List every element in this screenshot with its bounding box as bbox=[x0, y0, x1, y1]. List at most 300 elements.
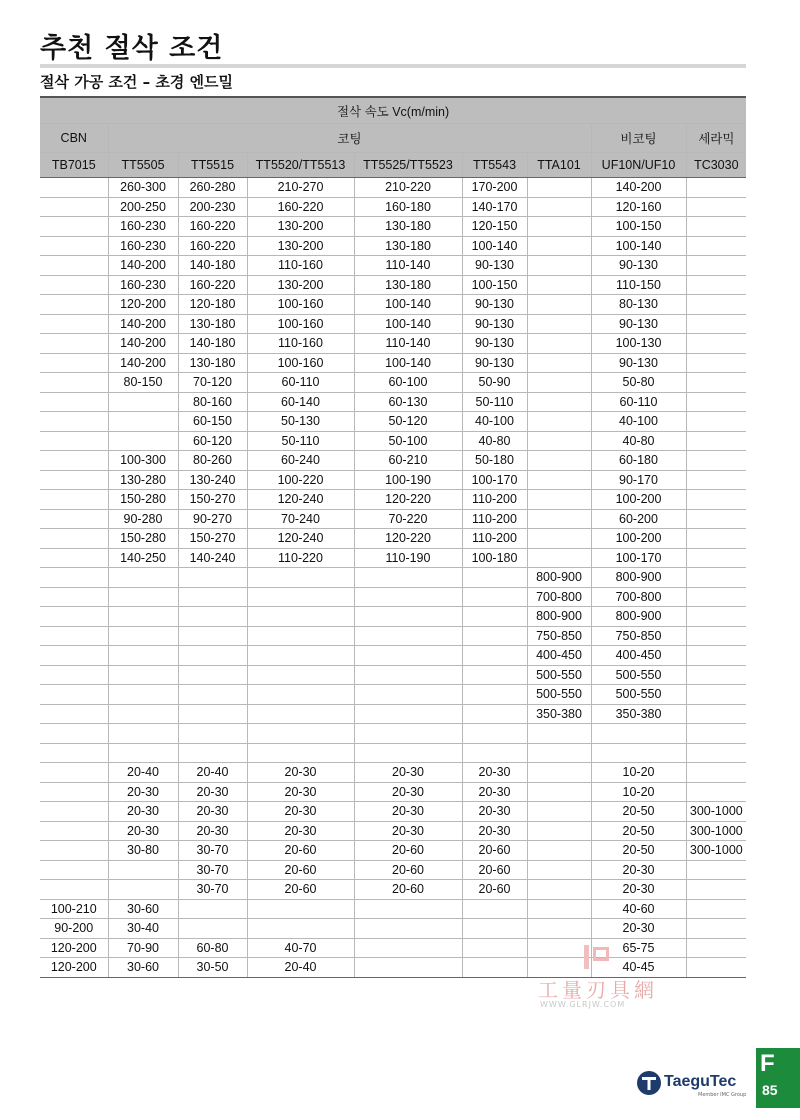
table-cell: 60-110 bbox=[591, 392, 686, 412]
table-cell bbox=[247, 646, 354, 666]
table-cell: 100-300 bbox=[108, 451, 178, 471]
table-cell bbox=[462, 743, 527, 763]
brand-subtitle: Member IMC Group bbox=[698, 1092, 747, 1098]
table-cell bbox=[40, 217, 108, 237]
table-row bbox=[40, 490, 746, 510]
table-cell: 140-200 bbox=[108, 353, 178, 373]
table-cell: 500-550 bbox=[591, 685, 686, 705]
table-cell bbox=[178, 587, 247, 607]
table-cell bbox=[178, 899, 247, 919]
table-cell: 750-850 bbox=[591, 626, 686, 646]
table-cell: 20-60 bbox=[354, 860, 462, 880]
table-cell bbox=[40, 665, 108, 685]
table-cell: 150-280 bbox=[108, 529, 178, 549]
table-cell: 60-150 bbox=[178, 412, 247, 432]
table-cell bbox=[247, 665, 354, 685]
table-cell bbox=[686, 685, 746, 705]
table-row bbox=[40, 529, 746, 549]
table-cell bbox=[462, 587, 527, 607]
table-cell bbox=[178, 704, 247, 724]
table-cell: 20-40 bbox=[108, 763, 178, 783]
table-cell bbox=[40, 685, 108, 705]
table-cell: 110-200 bbox=[462, 529, 527, 549]
table-cell bbox=[527, 802, 591, 822]
table-cell: 30-70 bbox=[178, 841, 247, 861]
table-cell bbox=[40, 841, 108, 861]
cutting-conditions-table bbox=[40, 96, 746, 978]
table-cell bbox=[354, 724, 462, 744]
table-cell: 800-900 bbox=[591, 607, 686, 627]
table-cell bbox=[527, 724, 591, 744]
table-cell bbox=[686, 275, 746, 295]
table-cell bbox=[591, 724, 686, 744]
table-cell bbox=[108, 587, 178, 607]
table-cell: 60-130 bbox=[354, 392, 462, 412]
table-row bbox=[40, 353, 746, 373]
table-cell bbox=[462, 568, 527, 588]
table-cell: 30-60 bbox=[108, 958, 178, 978]
table-cell: 100-200 bbox=[591, 490, 686, 510]
table-cell: 130-280 bbox=[108, 470, 178, 490]
table-cell: 110-160 bbox=[247, 334, 354, 354]
table-cell bbox=[354, 958, 462, 978]
table-cell bbox=[40, 548, 108, 568]
table-cell bbox=[527, 841, 591, 861]
table-cell: 260-280 bbox=[178, 178, 247, 198]
table-cell bbox=[527, 821, 591, 841]
table-cell: 300-1000 bbox=[686, 802, 746, 822]
table-cell: 100-160 bbox=[247, 295, 354, 315]
table-cell bbox=[354, 685, 462, 705]
table-cell bbox=[686, 529, 746, 549]
table-cell: 20-30 bbox=[591, 880, 686, 900]
table-cell: 800-900 bbox=[527, 568, 591, 588]
table-cell: 140-250 bbox=[108, 548, 178, 568]
table-cell: 140-180 bbox=[178, 334, 247, 354]
table-cell bbox=[40, 490, 108, 510]
table-cell: 90-130 bbox=[462, 295, 527, 315]
section-letter: F bbox=[760, 1050, 775, 1077]
table-row bbox=[40, 509, 746, 529]
table-cell: 100-200 bbox=[591, 529, 686, 549]
table-row bbox=[40, 743, 746, 763]
table-cell: 90-270 bbox=[178, 509, 247, 529]
grade-header: TT5525/TT5523 bbox=[354, 153, 462, 178]
table-cell: 120-240 bbox=[247, 490, 354, 510]
table-row bbox=[40, 217, 746, 237]
table-cell bbox=[527, 373, 591, 393]
table-cell: 80-130 bbox=[591, 295, 686, 315]
table-cell bbox=[527, 295, 591, 315]
table-cell: 80-260 bbox=[178, 451, 247, 471]
table-cell: 130-180 bbox=[354, 275, 462, 295]
table-cell bbox=[686, 587, 746, 607]
table-cell: 30-80 bbox=[108, 841, 178, 861]
table-cell bbox=[40, 743, 108, 763]
table-row bbox=[40, 665, 746, 685]
table-row bbox=[40, 704, 746, 724]
table-cell: 50-120 bbox=[354, 412, 462, 432]
table-cell: 100-150 bbox=[591, 217, 686, 237]
table-cell: 40-70 bbox=[247, 938, 354, 958]
table-cell: 160-230 bbox=[108, 217, 178, 237]
table-cell bbox=[40, 607, 108, 627]
table-cell bbox=[686, 919, 746, 939]
table-cell: 130-180 bbox=[178, 353, 247, 373]
table-cell: 120-220 bbox=[354, 490, 462, 510]
table-row bbox=[40, 236, 746, 256]
table-cell bbox=[462, 704, 527, 724]
table-body bbox=[40, 178, 746, 978]
table-cell: 400-450 bbox=[527, 646, 591, 666]
table-cell bbox=[686, 373, 746, 393]
table-cell: 110-190 bbox=[354, 548, 462, 568]
table-cell bbox=[462, 665, 527, 685]
table-row bbox=[40, 275, 746, 295]
table-cell: 30-70 bbox=[178, 880, 247, 900]
group-cbn: CBN bbox=[40, 124, 108, 153]
table-cell: 100-220 bbox=[247, 470, 354, 490]
table-cell bbox=[108, 743, 178, 763]
table-cell bbox=[178, 665, 247, 685]
table-cell: 100-140 bbox=[354, 295, 462, 315]
table-cell bbox=[108, 607, 178, 627]
table-cell: 20-60 bbox=[462, 880, 527, 900]
table-cell: 60-120 bbox=[178, 431, 247, 451]
table-cell: 20-30 bbox=[462, 782, 527, 802]
table-cell: 100-190 bbox=[354, 470, 462, 490]
table-cell bbox=[108, 685, 178, 705]
table-cell: 40-100 bbox=[591, 412, 686, 432]
table-cell: 20-30 bbox=[247, 763, 354, 783]
table-cell: 80-160 bbox=[178, 392, 247, 412]
table-cell bbox=[527, 919, 591, 939]
table-cell: 160-230 bbox=[108, 275, 178, 295]
table-cell: 800-900 bbox=[591, 568, 686, 588]
table-cell: 50-90 bbox=[462, 373, 527, 393]
table-cell: 40-60 bbox=[591, 899, 686, 919]
table-cell bbox=[108, 724, 178, 744]
table-cell: 300-1000 bbox=[686, 841, 746, 861]
table-cell: 100-160 bbox=[247, 353, 354, 373]
table-cell bbox=[686, 724, 746, 744]
grade-header: TT5543 bbox=[462, 153, 527, 178]
table-cell: 60-200 bbox=[591, 509, 686, 529]
table-cell bbox=[108, 860, 178, 880]
table-cell bbox=[527, 236, 591, 256]
table-cell: 100-140 bbox=[354, 314, 462, 334]
table-cell bbox=[686, 958, 746, 978]
table-row bbox=[40, 373, 746, 393]
table-cell: 120-150 bbox=[462, 217, 527, 237]
table-cell bbox=[108, 665, 178, 685]
table-cell: 90-130 bbox=[591, 353, 686, 373]
table-cell bbox=[108, 704, 178, 724]
table-cell bbox=[686, 509, 746, 529]
table-cell: 20-50 bbox=[591, 821, 686, 841]
table-cell bbox=[40, 431, 108, 451]
table-cell: 90-170 bbox=[591, 470, 686, 490]
table-row bbox=[40, 431, 746, 451]
table-cell bbox=[40, 704, 108, 724]
table-cell bbox=[40, 236, 108, 256]
table-cell: 20-30 bbox=[591, 860, 686, 880]
table-cell: 20-60 bbox=[462, 841, 527, 861]
table-cell: 20-30 bbox=[462, 763, 527, 783]
table-cell bbox=[108, 431, 178, 451]
table-row bbox=[40, 451, 746, 471]
table-cell: 20-30 bbox=[178, 782, 247, 802]
table-cell bbox=[527, 548, 591, 568]
table-cell bbox=[40, 197, 108, 217]
table-cell bbox=[462, 958, 527, 978]
table-cell: 60-110 bbox=[247, 373, 354, 393]
table-cell: 150-270 bbox=[178, 490, 247, 510]
table-cell bbox=[247, 685, 354, 705]
table-cell: 110-200 bbox=[462, 509, 527, 529]
table-cell: 140-180 bbox=[178, 256, 247, 276]
table-cell bbox=[527, 412, 591, 432]
table-cell bbox=[686, 646, 746, 666]
table-cell bbox=[527, 392, 591, 412]
table-cell: 700-800 bbox=[527, 587, 591, 607]
taegutec-logo bbox=[636, 1070, 748, 1100]
table-cell: 70-220 bbox=[354, 509, 462, 529]
table-cell bbox=[247, 607, 354, 627]
table-cell: 150-280 bbox=[108, 490, 178, 510]
table-cell: 20-40 bbox=[178, 763, 247, 783]
table-cell: 40-100 bbox=[462, 412, 527, 432]
table-cell: 30-70 bbox=[178, 860, 247, 880]
table-cell bbox=[686, 412, 746, 432]
table-row bbox=[40, 860, 746, 880]
table-cell bbox=[40, 178, 108, 198]
table-cell: 90-280 bbox=[108, 509, 178, 529]
table-cell: 90-200 bbox=[40, 919, 108, 939]
table-cell: 120-240 bbox=[247, 529, 354, 549]
table-cell bbox=[354, 607, 462, 627]
table-cell bbox=[686, 392, 746, 412]
table-cell: 130-180 bbox=[178, 314, 247, 334]
table-cell: 100-140 bbox=[591, 236, 686, 256]
table-cell: 110-160 bbox=[247, 256, 354, 276]
table-cell: 120-200 bbox=[40, 938, 108, 958]
table-cell bbox=[178, 919, 247, 939]
table-cell: 20-30 bbox=[108, 802, 178, 822]
table-cell bbox=[686, 626, 746, 646]
table-cell: 90-130 bbox=[462, 256, 527, 276]
table-cell bbox=[527, 509, 591, 529]
page-title: 추천 절삭 조건 bbox=[40, 33, 224, 64]
table-cell bbox=[686, 217, 746, 237]
table-cell bbox=[527, 743, 591, 763]
table-cell bbox=[108, 646, 178, 666]
table-cell: 110-150 bbox=[591, 275, 686, 295]
table-cell bbox=[40, 470, 108, 490]
table-cell bbox=[686, 899, 746, 919]
table-cell: 140-200 bbox=[591, 178, 686, 198]
table-cell: 50-110 bbox=[247, 431, 354, 451]
table-cell bbox=[527, 451, 591, 471]
table-cell: 70-90 bbox=[108, 938, 178, 958]
table-cell: 90-130 bbox=[591, 256, 686, 276]
table-cell bbox=[686, 548, 746, 568]
table-cell: 140-200 bbox=[108, 256, 178, 276]
table-cell bbox=[247, 587, 354, 607]
table-cell bbox=[527, 529, 591, 549]
table-cell bbox=[40, 275, 108, 295]
table-cell: 120-220 bbox=[354, 529, 462, 549]
table-cell bbox=[40, 880, 108, 900]
table-cell bbox=[462, 626, 527, 646]
table-cell bbox=[40, 529, 108, 549]
table-cell bbox=[354, 626, 462, 646]
table-cell bbox=[527, 763, 591, 783]
page-number: 85 bbox=[762, 1082, 778, 1098]
table-cell bbox=[527, 470, 591, 490]
table-cell: 120-200 bbox=[108, 295, 178, 315]
table-row bbox=[40, 899, 746, 919]
table-cell bbox=[247, 743, 354, 763]
table-cell bbox=[686, 314, 746, 334]
table-cell bbox=[686, 490, 746, 510]
table-cell bbox=[354, 568, 462, 588]
table-cell bbox=[108, 626, 178, 646]
table-cell bbox=[40, 821, 108, 841]
table-cell bbox=[354, 919, 462, 939]
table-cell: 20-30 bbox=[354, 802, 462, 822]
table-cell: 50-180 bbox=[462, 451, 527, 471]
table-cell bbox=[108, 392, 178, 412]
table-cell: 160-230 bbox=[108, 236, 178, 256]
table-cell: 350-380 bbox=[591, 704, 686, 724]
table-cell bbox=[108, 568, 178, 588]
table-cell: 20-50 bbox=[591, 802, 686, 822]
table-cell bbox=[686, 295, 746, 315]
table-cell: 100-170 bbox=[462, 470, 527, 490]
table-row bbox=[40, 607, 746, 627]
table-cell bbox=[40, 587, 108, 607]
table-cell bbox=[40, 314, 108, 334]
table-cell: 40-80 bbox=[591, 431, 686, 451]
table-cell: 20-30 bbox=[247, 821, 354, 841]
table-cell: 150-270 bbox=[178, 529, 247, 549]
table-cell bbox=[686, 607, 746, 627]
table-cell bbox=[686, 236, 746, 256]
table-row bbox=[40, 626, 746, 646]
table-cell bbox=[178, 743, 247, 763]
table-cell: 30-50 bbox=[178, 958, 247, 978]
table-cell: 20-60 bbox=[247, 841, 354, 861]
table-cell: 500-550 bbox=[591, 665, 686, 685]
table-cell: 100-150 bbox=[462, 275, 527, 295]
table-cell: 160-220 bbox=[247, 197, 354, 217]
table-cell: 130-240 bbox=[178, 470, 247, 490]
table-cell: 20-50 bbox=[591, 841, 686, 861]
table-cell: 65-75 bbox=[591, 938, 686, 958]
table-cell: 20-30 bbox=[462, 802, 527, 822]
table-cell bbox=[40, 353, 108, 373]
table-cell bbox=[40, 568, 108, 588]
table-cell: 30-60 bbox=[108, 899, 178, 919]
table-cell: 140-240 bbox=[178, 548, 247, 568]
table-cell bbox=[527, 197, 591, 217]
section-tab bbox=[756, 1048, 800, 1108]
table-cell bbox=[40, 509, 108, 529]
table-cell: 80-150 bbox=[108, 373, 178, 393]
table-cell: 100-130 bbox=[591, 334, 686, 354]
table-cell bbox=[686, 568, 746, 588]
table-cell bbox=[354, 665, 462, 685]
table-cell bbox=[178, 646, 247, 666]
table-cell: 140-170 bbox=[462, 197, 527, 217]
table-cell: 170-200 bbox=[462, 178, 527, 198]
table-row bbox=[40, 392, 746, 412]
table-cell: 700-800 bbox=[591, 587, 686, 607]
table-cell: 20-30 bbox=[178, 821, 247, 841]
table-cell: 90-130 bbox=[462, 334, 527, 354]
table-cell bbox=[354, 587, 462, 607]
table-cell: 160-220 bbox=[178, 217, 247, 237]
table-cell: 20-30 bbox=[354, 782, 462, 802]
table-cell bbox=[527, 490, 591, 510]
table-cell: 20-60 bbox=[247, 880, 354, 900]
table-cell: 160-220 bbox=[178, 275, 247, 295]
table-row bbox=[40, 685, 746, 705]
table-cell: 120-200 bbox=[40, 958, 108, 978]
table-cell: 20-30 bbox=[354, 821, 462, 841]
table-cell bbox=[686, 860, 746, 880]
table-cell: 20-30 bbox=[108, 821, 178, 841]
watermark bbox=[538, 944, 668, 1014]
table-cell bbox=[591, 743, 686, 763]
table-cell: 50-110 bbox=[462, 392, 527, 412]
table-cell bbox=[40, 646, 108, 666]
table-cell bbox=[247, 724, 354, 744]
table-cell bbox=[40, 373, 108, 393]
table-cell: 140-200 bbox=[108, 314, 178, 334]
table-cell: 20-60 bbox=[354, 880, 462, 900]
table-cell: 70-120 bbox=[178, 373, 247, 393]
table-cell bbox=[40, 626, 108, 646]
table-cell bbox=[462, 724, 527, 744]
grade-header: TT5520/TT5513 bbox=[247, 153, 354, 178]
table-cell: 60-140 bbox=[247, 392, 354, 412]
table-cell bbox=[40, 412, 108, 432]
table-row bbox=[40, 587, 746, 607]
table-cell: 500-550 bbox=[527, 665, 591, 685]
table-cell: 110-140 bbox=[354, 334, 462, 354]
grade-header: TB7015 bbox=[40, 153, 108, 178]
table-cell bbox=[354, 646, 462, 666]
table-row bbox=[40, 802, 746, 822]
table-cell bbox=[527, 217, 591, 237]
table-cell bbox=[686, 256, 746, 276]
table-cell: 100-140 bbox=[354, 353, 462, 373]
group-coating: 코팅 bbox=[108, 124, 591, 153]
table-cell bbox=[527, 334, 591, 354]
grade-header: TT5505 bbox=[108, 153, 178, 178]
table-cell bbox=[40, 860, 108, 880]
table-cell bbox=[686, 178, 746, 198]
table-cell: 60-100 bbox=[354, 373, 462, 393]
table-cell bbox=[686, 938, 746, 958]
table-cell bbox=[354, 743, 462, 763]
table-cell: 20-30 bbox=[178, 802, 247, 822]
group-non-coating: 비코팅 bbox=[591, 124, 686, 153]
table-cell: 60-80 bbox=[178, 938, 247, 958]
table-cell: 50-130 bbox=[247, 412, 354, 432]
